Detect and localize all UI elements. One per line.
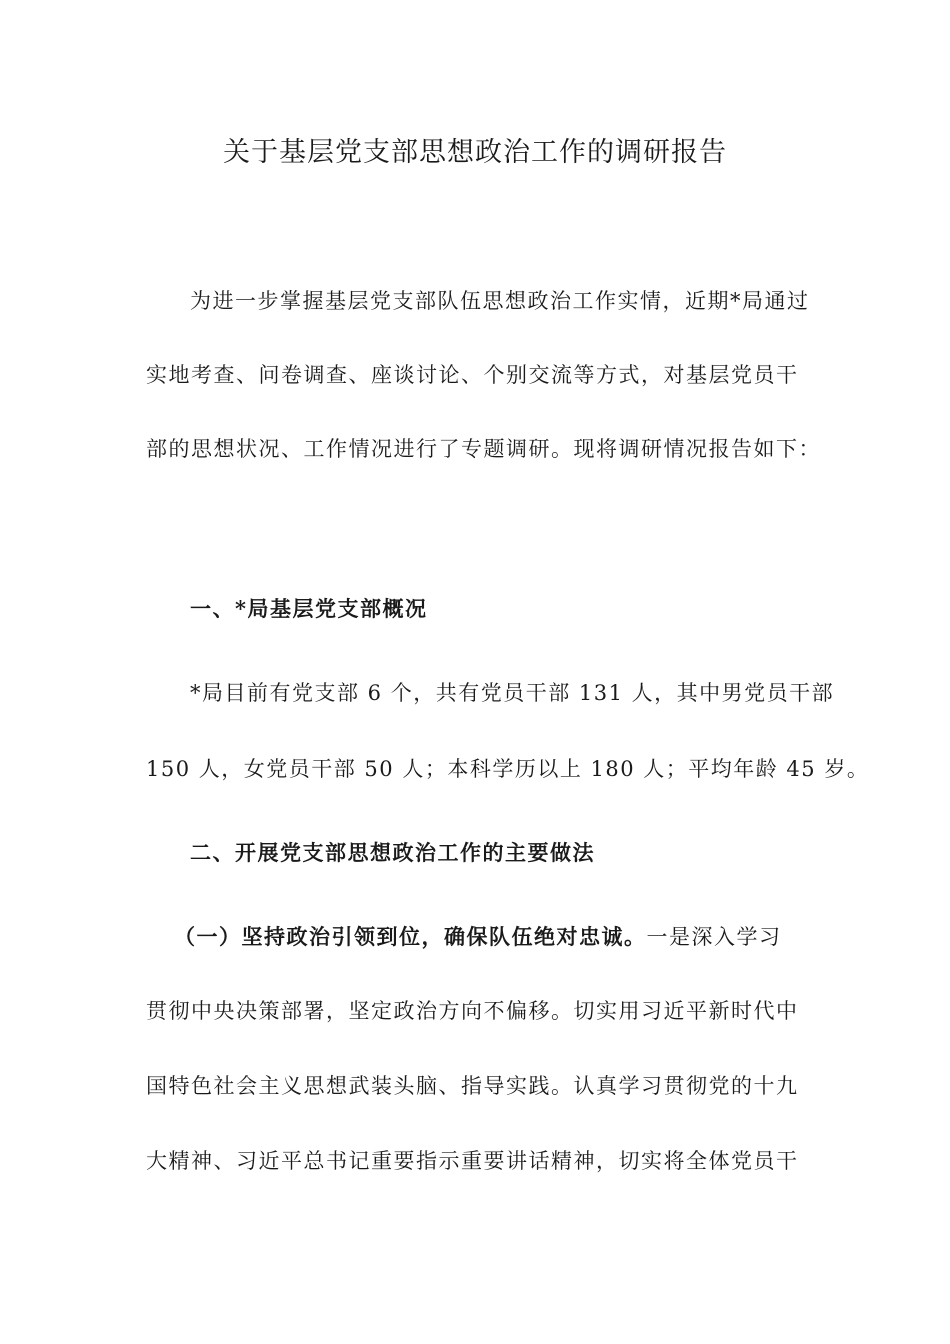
section1-line-1: *局目前有党支部 6 个，共有党员干部 131 人，其中男党员干部 bbox=[190, 681, 835, 705]
subsection1-lead: （一）坚持政治引领到位，确保队伍绝对忠诚。 bbox=[174, 924, 647, 949]
section2-heading: 二、开展党支部思想政治工作的主要做法 bbox=[190, 840, 595, 865]
intro-line-3: 部的思想状况、工作情况进行了专题调研。现将调研情况报告如下： bbox=[146, 437, 821, 461]
intro-line-1: 为进一步掌握基层党支部队伍思想政治工作实情，近期*局通过 bbox=[190, 289, 810, 313]
section1-heading: 一、*局基层党支部概况 bbox=[190, 596, 428, 621]
subsection1-lead-rest: 一是深入学习 bbox=[646, 925, 782, 949]
intro-line-2: 实地考查、问卷调查、座谈讨论、个别交流等方式，对基层党员干 bbox=[146, 363, 799, 387]
document-title: 关于基层党支部思想政治工作的调研报告 bbox=[223, 137, 727, 168]
subsection1-first-line bbox=[174, 920, 782, 954]
subsection1-line-1: 贯彻中央决策部署，坚定政治方向不偏移。切实用习近平新时代中 bbox=[146, 999, 799, 1023]
subsection1-line-2: 国特色社会主义思想武装头脑、指导实践。认真学习贯彻党的十九 bbox=[146, 1074, 799, 1098]
section1-line-2: 150 人，女党员干部 50 人；本科学历以上 180 人；平均年龄 45 岁。 bbox=[146, 757, 870, 781]
subsection1-line-3: 大精神、习近平总书记重要指示重要讲话精神，切实将全体党员干 bbox=[146, 1149, 799, 1173]
